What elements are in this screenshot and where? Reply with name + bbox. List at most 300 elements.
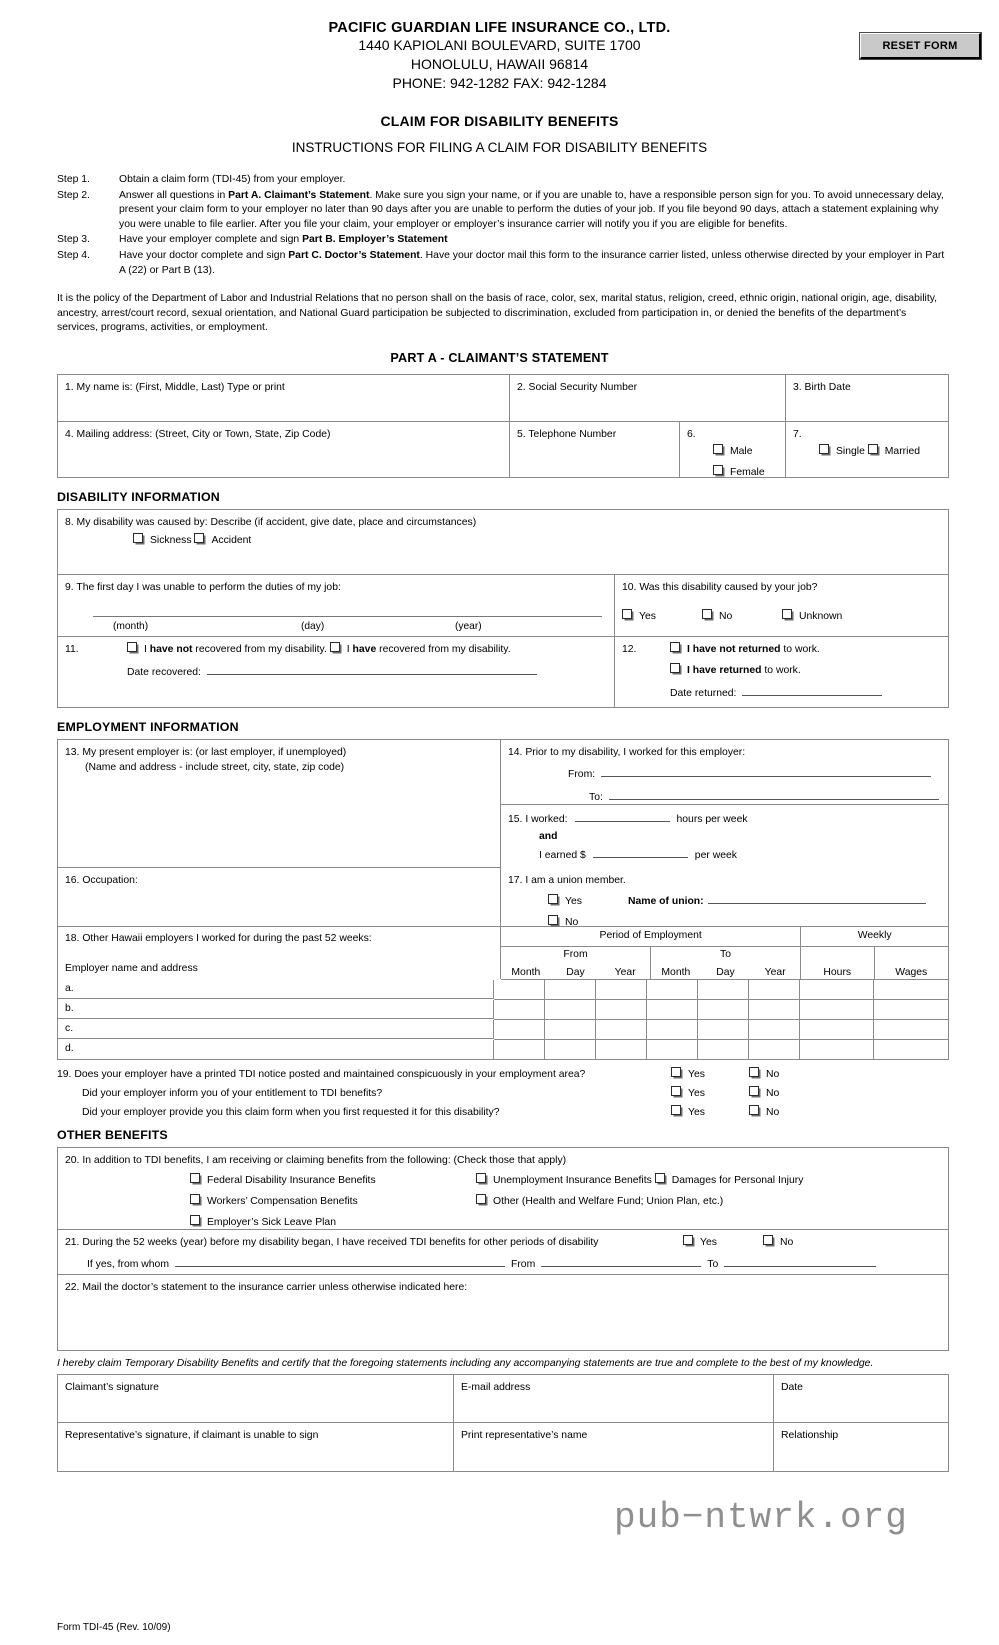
checkbox-sickness-label: Sickness	[150, 534, 192, 546]
field-return-status	[615, 637, 948, 707]
table-row	[58, 1230, 948, 1275]
table-row	[58, 1423, 948, 1471]
checkbox-workers-comp-row[interactable]	[190, 1194, 358, 1209]
checkbox-q19c-yes[interactable]	[671, 1105, 681, 1115]
checkbox-q19a-yes-label: Yes	[688, 1068, 705, 1080]
col-day-to: Day	[716, 966, 735, 978]
employer-row-label-a: a.	[58, 980, 494, 999]
from-label: From	[563, 948, 588, 960]
txt: to work.	[780, 643, 820, 655]
employer-row-cells	[494, 980, 948, 1000]
field-present-employer-label: 13. My present employer is: (or last employer, if unemployed)	[65, 746, 347, 758]
employment-right-col	[501, 740, 948, 868]
checkbox-accident-label: Accident	[211, 534, 252, 546]
field-relationship-label: Relationship	[781, 1429, 839, 1441]
signature-table	[57, 1374, 949, 1472]
step-text-bold: Part B. Employer’s Statement	[302, 234, 448, 246]
step-text-part: . Have your doctor mail this form to the insurance carrier listed, unless otherwise directed by your employer in Part A (22) or Part B (13).	[119, 249, 945, 276]
site-watermark: pub−ntwrk.org	[614, 1497, 908, 1538]
period-of-employment-header: Period of Employment	[501, 927, 801, 947]
checkbox-other-benefit-row[interactable]	[476, 1194, 723, 1209]
employer-row[interactable]	[58, 1040, 948, 1059]
cell-wages[interactable]	[874, 1040, 948, 1059]
col-year-from: Year	[614, 966, 636, 978]
field-job-caused	[615, 575, 948, 637]
cell-day-from[interactable]	[545, 1040, 596, 1059]
certification-statement: I hereby claim Temporary Disability Benefits and certify that the foregoing statements including any accompanying statements are true and complete to the best of my knowledge.	[57, 1357, 874, 1369]
table-row	[58, 575, 948, 637]
tdi-question-text: Did your employer inform you of your entitlement to TDI benefits?	[82, 1087, 383, 1099]
to-label: To	[720, 948, 731, 960]
checkbox-q21-no[interactable]	[763, 1235, 773, 1245]
checkbox-not-returned-row[interactable]	[670, 642, 820, 657]
cell-year-from[interactable]	[596, 1020, 647, 1040]
date-returned-input[interactable]	[742, 684, 882, 696]
checkbox-single[interactable]	[819, 444, 829, 454]
txt: recovered from my disability.	[376, 643, 511, 655]
field-rep-name[interactable]	[454, 1423, 774, 1471]
checkbox-job-yes-label: Yes	[639, 610, 656, 622]
weekly-header: Weekly	[801, 927, 948, 947]
field-first-day-unable[interactable]	[58, 575, 615, 637]
col-day-from: Day	[566, 966, 585, 978]
field-mailing-address[interactable]	[58, 422, 510, 477]
checkbox-female[interactable]	[713, 465, 723, 475]
step-text-part: Have your employer complete and sign	[119, 234, 303, 246]
checkbox-q19c-no[interactable]	[749, 1105, 759, 1115]
field-relationship[interactable]	[774, 1423, 948, 1471]
union-name-input[interactable]	[708, 892, 926, 904]
col-month-from: Month	[511, 966, 541, 978]
employment-info-table	[57, 739, 949, 1060]
col-year-to: Year	[764, 966, 786, 978]
checkbox-q19c-no-row[interactable]	[749, 1103, 779, 1122]
disability-section-title: DISABILITY INFORMATION	[57, 489, 220, 504]
checkbox-married-label: Married	[884, 445, 921, 457]
earned-per-week-label: per week	[694, 849, 737, 861]
checkbox-female-label: Female	[730, 466, 765, 478]
checkbox-federal-disability-row[interactable]	[190, 1173, 376, 1188]
table-row	[58, 1148, 948, 1230]
worked-to-label: To:	[589, 791, 603, 803]
field-other-employers-sublabel: Employer name and address	[65, 962, 198, 974]
field-rep-name-label: Print representative’s name	[461, 1429, 588, 1441]
checkbox-personal-injury[interactable]	[655, 1173, 665, 1183]
checkbox-returned-row[interactable]	[670, 663, 801, 678]
table-row	[58, 740, 948, 868]
other-benefits-table	[57, 1147, 949, 1351]
field-other-benefits	[58, 1148, 948, 1230]
txt: to work.	[761, 664, 801, 676]
checkbox-job-unknown[interactable]	[782, 609, 792, 619]
checkbox-not-returned[interactable]	[670, 642, 680, 652]
earned-label: I earned $	[539, 849, 586, 861]
worked-from-input[interactable]	[601, 765, 931, 777]
to-group-header	[651, 947, 801, 980]
checkbox-recovered-row[interactable]	[330, 642, 511, 657]
checkbox-workers-comp-label: Workers’ Compensation Benefits	[207, 1195, 358, 1207]
checkbox-female-row[interactable]	[713, 465, 765, 480]
checkbox-recovered[interactable]	[330, 642, 340, 652]
checkbox-q21-yes-label: Yes	[700, 1236, 717, 1248]
col-month-to: Month	[661, 966, 691, 978]
checkbox-other-benefit[interactable]	[476, 1194, 486, 1204]
table-row	[58, 375, 948, 422]
field-worked-period	[501, 740, 948, 805]
field-birth-date[interactable]	[786, 375, 948, 422]
checkbox-male[interactable]	[713, 444, 723, 454]
step-text-part: . Make sure you sign your name, or if you are unable to, have a responsible person sign for you. To avoid unnecessary delay, present your claim form to your employer no later than 90 days after you are unable to perform the duties of your job. If you file beyond 90 days, attach a statement explaining why you were unable to file earlier. After you file your claim, your employer or employer’s insurance carrier will notify you if you are eligible for benefits.	[119, 189, 944, 230]
form-number: Form TDI-45 (Rev. 10/09)	[57, 1622, 171, 1633]
checkbox-job-yes[interactable]	[622, 609, 632, 619]
cell-day-from[interactable]	[545, 980, 596, 1000]
cell-year-from[interactable]	[596, 980, 647, 1000]
date-returned-label: Date returned:	[670, 687, 737, 699]
field-disability-cause-label: 8. My disability was caused by: Describe (if accident, give date, place and circumstances)	[65, 516, 477, 528]
field-name[interactable]	[58, 375, 510, 422]
field-ssn-label: 2. Social Security Number	[517, 381, 638, 393]
checkbox-q19c-yes-row[interactable]	[671, 1103, 749, 1122]
field-job-caused-label: 10. Was this disability caused by your job?	[622, 581, 818, 593]
field-return-number: 12.	[622, 643, 637, 655]
step-label: Step 1.	[57, 174, 90, 185]
step-label: Step 4.	[57, 249, 90, 261]
claimant-info-table	[57, 374, 949, 478]
field-mailing-address-label: 4. Mailing address: (Street, City or Town, State, Zip Code)	[65, 428, 331, 440]
cell-day-from[interactable]	[545, 1000, 596, 1020]
checkbox-sick-leave-row[interactable]	[190, 1215, 336, 1230]
checkbox-married[interactable]	[868, 444, 878, 454]
field-claimant-signature-label: Claimant’s signature	[65, 1381, 159, 1393]
checkbox-q19b-no[interactable]	[749, 1086, 759, 1096]
checkbox-job-unknown-label: Unknown	[799, 610, 843, 622]
field-gender	[680, 422, 786, 477]
table-row	[58, 510, 948, 575]
from-whom-input[interactable]	[175, 1255, 505, 1267]
txt-bold: have not	[149, 643, 193, 655]
checkbox-q19a-no-label: No	[766, 1068, 780, 1080]
cell-hours[interactable]	[800, 1020, 874, 1040]
checkbox-q21-yes-row[interactable]	[683, 1235, 763, 1250]
table-row	[58, 637, 948, 707]
step-text-part: Answer all questions in	[119, 189, 229, 201]
checkbox-q19b-no-label: No	[766, 1087, 780, 1099]
step-text	[119, 173, 949, 188]
employer-row[interactable]	[58, 1020, 948, 1040]
checkbox-married-row[interactable]	[868, 444, 920, 459]
checkbox-q19b-yes-label: Yes	[688, 1087, 705, 1099]
checkbox-unemployment-label: Unemployment Insurance Benefits	[493, 1174, 652, 1186]
table-row	[58, 927, 948, 980]
cell-wages[interactable]	[874, 1000, 948, 1020]
cell-day-to[interactable]	[698, 1000, 749, 1020]
cell-wages[interactable]	[874, 980, 948, 1000]
form-header	[0, 0, 999, 93]
field-rep-signature-label: Representative’s signature, if claimant is unable to sign	[65, 1429, 319, 1441]
table-row	[58, 422, 948, 477]
company-phone-fax: PHONE: 942-1282 FAX: 942-1284	[392, 75, 607, 91]
cell-day-to[interactable]	[698, 1040, 749, 1059]
checkbox-accident[interactable]	[194, 533, 204, 543]
date-recovered-label: Date recovered:	[127, 666, 201, 678]
employer-row-cells	[494, 1020, 948, 1040]
field-prior-tdi-label: 21. During the 52 weeks (year) before my disability began, I have received TDI benefits for other periods of disability	[65, 1236, 599, 1248]
q21-from-label: From	[511, 1258, 536, 1270]
field-gender-number: 6.	[687, 428, 696, 440]
field-present-employer[interactable]	[58, 740, 501, 868]
claim-title: CLAIM FOR DISABILITY BENEFITS	[380, 113, 619, 129]
hours-per-week-label: hours per week	[676, 813, 748, 825]
checkbox-returned-label	[687, 663, 801, 678]
field-recovery-status	[58, 637, 615, 707]
field-prior-tdi	[58, 1230, 948, 1275]
txt-bold: have	[352, 643, 377, 655]
field-marital-status	[786, 422, 948, 477]
nondiscrimination-policy: It is the policy of the Department of Labor and Industrial Relations that no person shall on the basis of race, color, sex, marital status, religion, creed, ethnic origin, national origin, age, disability, ancestry, arrest/court record, sexual orientation, and National Guard participation be subjected to discrimination, excluded from participation in, or denied the benefits of the department’s services, programs, activities, or employment.	[57, 293, 938, 334]
checkbox-unemployment-row[interactable]	[476, 1173, 652, 1188]
field-ssn[interactable]	[510, 375, 786, 422]
field-birth-date-label: 3. Birth Date	[793, 381, 851, 393]
checkbox-male-row[interactable]	[713, 444, 753, 459]
wages-col-header	[875, 947, 949, 980]
field-telephone-label: 5. Telephone Number	[517, 428, 617, 440]
other-benefits-section-title: OTHER BENEFITS	[57, 1127, 168, 1142]
tdi-question-text: 19. Does your employer have a printed TDI notice posted and maintained conspicuously in your employment area?	[57, 1068, 586, 1080]
cell-hours[interactable]	[800, 980, 874, 1000]
cell-month-from[interactable]	[494, 1040, 545, 1059]
hours-worked-input[interactable]	[575, 810, 670, 822]
checkbox-q19c-no-label: No	[766, 1106, 780, 1118]
field-other-benefits-label: 20. In addition to TDI benefits, I am receiving or claiming benefits from the following: (Check those that apply)	[65, 1154, 567, 1166]
step-text-bold: Part A. Claimant’s Statement	[228, 189, 370, 201]
employer-row-cells	[494, 1040, 948, 1059]
table-row	[58, 868, 948, 927]
step-item	[57, 173, 949, 188]
txt: I	[144, 643, 150, 655]
checkbox-union-no-label: No	[565, 916, 579, 928]
field-first-day-label: 9. The first day I was unable to perform the duties of my job:	[65, 581, 341, 593]
checkbox-returned[interactable]	[670, 663, 680, 673]
step-text	[119, 249, 949, 278]
field-carrier-address-label: 22. Mail the doctor’s statement to the insurance carrier unless otherwise indicated here:	[65, 1281, 468, 1293]
txt-bold: I have returned	[687, 664, 762, 676]
field-recovery-number: 11.	[65, 643, 79, 655]
checkbox-unemployment[interactable]	[476, 1173, 486, 1183]
cell-month-from[interactable]	[494, 980, 545, 1000]
checkbox-personal-injury-label: Damages for Personal Injury	[671, 1174, 804, 1186]
cell-hours[interactable]	[800, 1000, 874, 1020]
checkbox-not-recovered-row[interactable]	[127, 642, 327, 657]
txt: recovered from my disability.	[192, 643, 327, 655]
employer-row-label-d: d.	[58, 1040, 494, 1059]
benefits-column-1	[190, 1173, 440, 1230]
cell-month-to[interactable]	[647, 1000, 698, 1020]
checkbox-union-no-row[interactable]	[548, 915, 578, 930]
checkbox-q19a-yes[interactable]	[671, 1067, 681, 1077]
checkbox-single-row[interactable]	[819, 444, 865, 459]
step-label: Step 2.	[57, 189, 90, 201]
checkbox-q19a-no-row[interactable]	[749, 1065, 779, 1084]
employment-section-title: EMPLOYMENT INFORMATION	[57, 719, 239, 734]
cell-year-from[interactable]	[596, 1040, 647, 1059]
field-signature-date-label: Date	[781, 1381, 803, 1393]
checkbox-q19a-yes-row[interactable]	[671, 1065, 749, 1084]
earned-input[interactable]	[593, 846, 688, 858]
checkbox-union-yes-row[interactable]	[548, 894, 628, 909]
cell-month-from[interactable]	[494, 1000, 545, 1020]
field-other-employers	[58, 927, 501, 979]
checkbox-personal-injury-row[interactable]	[655, 1173, 804, 1188]
field-occupation-label: 16. Occupation:	[65, 874, 138, 886]
checkbox-job-yes-row[interactable]	[622, 609, 702, 624]
q21-to-input[interactable]	[724, 1255, 876, 1267]
checkbox-union-yes-label: Yes	[565, 895, 582, 907]
tdi-question-row	[57, 1065, 949, 1084]
field-signature-date[interactable]	[774, 1375, 948, 1423]
part-a-title: PART A - CLAIMANT’S STATEMENT	[390, 350, 609, 365]
step-text-bold: Part C. Doctor’s Statement	[288, 249, 420, 261]
step-item	[57, 233, 949, 248]
checkbox-union-no[interactable]	[548, 915, 558, 925]
employer-row[interactable]	[58, 1000, 948, 1020]
employer-row[interactable]	[58, 980, 948, 1000]
cell-year-to[interactable]	[749, 1020, 800, 1040]
checkbox-q19b-yes-row[interactable]	[671, 1084, 749, 1103]
hours-col-header	[801, 947, 875, 980]
checkbox-q19b-no-row[interactable]	[749, 1084, 779, 1103]
cell-year-to[interactable]	[749, 1040, 800, 1059]
checkbox-job-no-label: No	[719, 610, 733, 622]
checkbox-federal-disability[interactable]	[190, 1173, 200, 1183]
checkbox-sick-leave-label: Employer’s Sick Leave Plan	[207, 1216, 336, 1228]
checkbox-not-returned-label	[687, 642, 820, 657]
field-union-member	[501, 868, 948, 927]
field-marital-number: 7.	[793, 428, 802, 440]
col-wages: Wages	[895, 966, 928, 978]
field-disability-cause[interactable]	[58, 510, 948, 575]
reset-form-button[interactable]: RESET FORM	[860, 33, 981, 59]
checkbox-accident-row[interactable]	[194, 533, 251, 548]
cell-day-from[interactable]	[545, 1020, 596, 1040]
col-hours: Hours	[823, 966, 852, 978]
cell-year-to[interactable]	[749, 1000, 800, 1020]
checkbox-job-no[interactable]	[702, 609, 712, 619]
checkbox-not-recovered[interactable]	[127, 642, 137, 652]
cell-wages[interactable]	[874, 1020, 948, 1040]
tdi-question-row	[57, 1103, 949, 1122]
step-text-part: Have your doctor complete and sign	[119, 249, 289, 261]
tdi-notice-questions	[57, 1065, 949, 1122]
step-item	[57, 189, 949, 233]
tdi-question-text: Did your employer provide you this claim form when you first requested it for this disability?	[82, 1106, 500, 1118]
cell-year-to[interactable]	[749, 980, 800, 1000]
checkbox-other-benefit-label: Other (Health and Welfare Fund; Union Plan, etc.)	[493, 1195, 724, 1207]
field-carrier-address[interactable]	[58, 1275, 948, 1350]
checkbox-federal-disability-label: Federal Disability Insurance Benefits	[207, 1174, 376, 1186]
checkbox-not-recovered-label	[144, 642, 327, 657]
cell-month-to[interactable]	[647, 1040, 698, 1059]
field-other-employers-label: 18. Other Hawaii employers I worked for during the past 52 weeks:	[65, 932, 372, 944]
worked-from-label: From:	[568, 768, 596, 780]
cell-hours[interactable]	[800, 1040, 874, 1059]
employer-row-label-c: c.	[58, 1020, 494, 1039]
checkbox-job-no-row[interactable]	[702, 609, 782, 624]
step-label: Step 3.	[57, 234, 90, 246]
field-telephone[interactable]	[510, 422, 680, 477]
checkbox-sickness-row[interactable]	[133, 533, 192, 548]
checkbox-q21-no-label: No	[780, 1236, 794, 1248]
cell-month-to[interactable]	[647, 1020, 698, 1040]
date-year-label: (year)	[455, 620, 482, 632]
table-row	[58, 1275, 948, 1350]
checkbox-q19b-yes[interactable]	[671, 1086, 681, 1096]
checkbox-q19a-no[interactable]	[749, 1067, 759, 1077]
date-month-label: (month)	[113, 620, 149, 632]
step-text	[119, 189, 949, 233]
union-name-label: Name of union:	[628, 895, 704, 907]
checkbox-recovered-label	[347, 642, 511, 657]
checkbox-q21-yes[interactable]	[683, 1235, 693, 1245]
field-email[interactable]	[454, 1375, 774, 1423]
step-text	[119, 233, 949, 248]
employer-row-cells	[494, 1000, 948, 1020]
checkbox-sick-leave[interactable]	[190, 1215, 200, 1225]
checkbox-workers-comp[interactable]	[190, 1194, 200, 1204]
step-item	[57, 249, 949, 278]
cell-month-to[interactable]	[647, 980, 698, 1000]
cell-month-from[interactable]	[494, 1020, 545, 1040]
employment-period-header	[501, 927, 948, 980]
field-occupation[interactable]	[58, 868, 501, 927]
disability-info-table	[57, 509, 949, 708]
field-present-employer-sublabel: (Name and address - include street, city, state, zip code)	[85, 761, 345, 773]
hours-worked-label: 15. I worked:	[508, 813, 568, 825]
field-name-label: 1. My name is: (First, Middle, Last) Type or print	[65, 381, 285, 393]
company-name: PACIFIC GUARDIAN LIFE INSURANCE CO., LTD.	[328, 20, 671, 36]
instruction-steps	[57, 173, 949, 278]
date-day-label: (day)	[301, 620, 325, 632]
cell-day-to[interactable]	[698, 1020, 749, 1040]
and-connector: and	[539, 830, 558, 842]
field-worked-period-label: 14. Prior to my disability, I worked for this employer:	[508, 746, 746, 758]
checkbox-male-label: Male	[730, 445, 753, 457]
from-group-header	[501, 947, 651, 980]
checkbox-sickness[interactable]	[133, 533, 143, 543]
q21-to-label: To	[707, 1258, 719, 1270]
checkbox-job-unknown-row[interactable]	[782, 609, 842, 624]
date-recovered-input[interactable]	[207, 663, 537, 675]
from-whom-label: If yes, from whom	[87, 1258, 169, 1270]
step-text-part: Obtain a claim form (TDI-45) from your employer.	[119, 174, 346, 185]
checkbox-single-label: Single	[836, 445, 865, 457]
instructions-title: INSTRUCTIONS FOR FILING A CLAIM FOR DISABILITY BENEFITS	[291, 140, 708, 155]
company-address-line2: HONOLULU, HAWAII 96814	[410, 56, 589, 72]
checkbox-q21-no-row[interactable]	[763, 1235, 793, 1250]
company-address-line1: 1440 KAPIOLANI BOULEVARD, SUITE 1700	[358, 37, 641, 53]
date-input-line[interactable]	[93, 616, 602, 617]
field-claimant-signature[interactable]	[58, 1375, 454, 1423]
q21-from-input[interactable]	[541, 1255, 701, 1267]
field-union-member-label: 17. I am a union member.	[508, 874, 626, 886]
worked-to-input[interactable]	[609, 788, 939, 800]
cell-year-from[interactable]	[596, 1000, 647, 1020]
cell-day-to[interactable]	[698, 980, 749, 1000]
employer-row-label-b: b.	[58, 1000, 494, 1019]
table-row	[58, 1375, 948, 1423]
field-rep-signature[interactable]	[58, 1423, 454, 1471]
txt-bold: I have not returned	[687, 643, 781, 655]
checkbox-union-yes[interactable]	[548, 894, 558, 904]
